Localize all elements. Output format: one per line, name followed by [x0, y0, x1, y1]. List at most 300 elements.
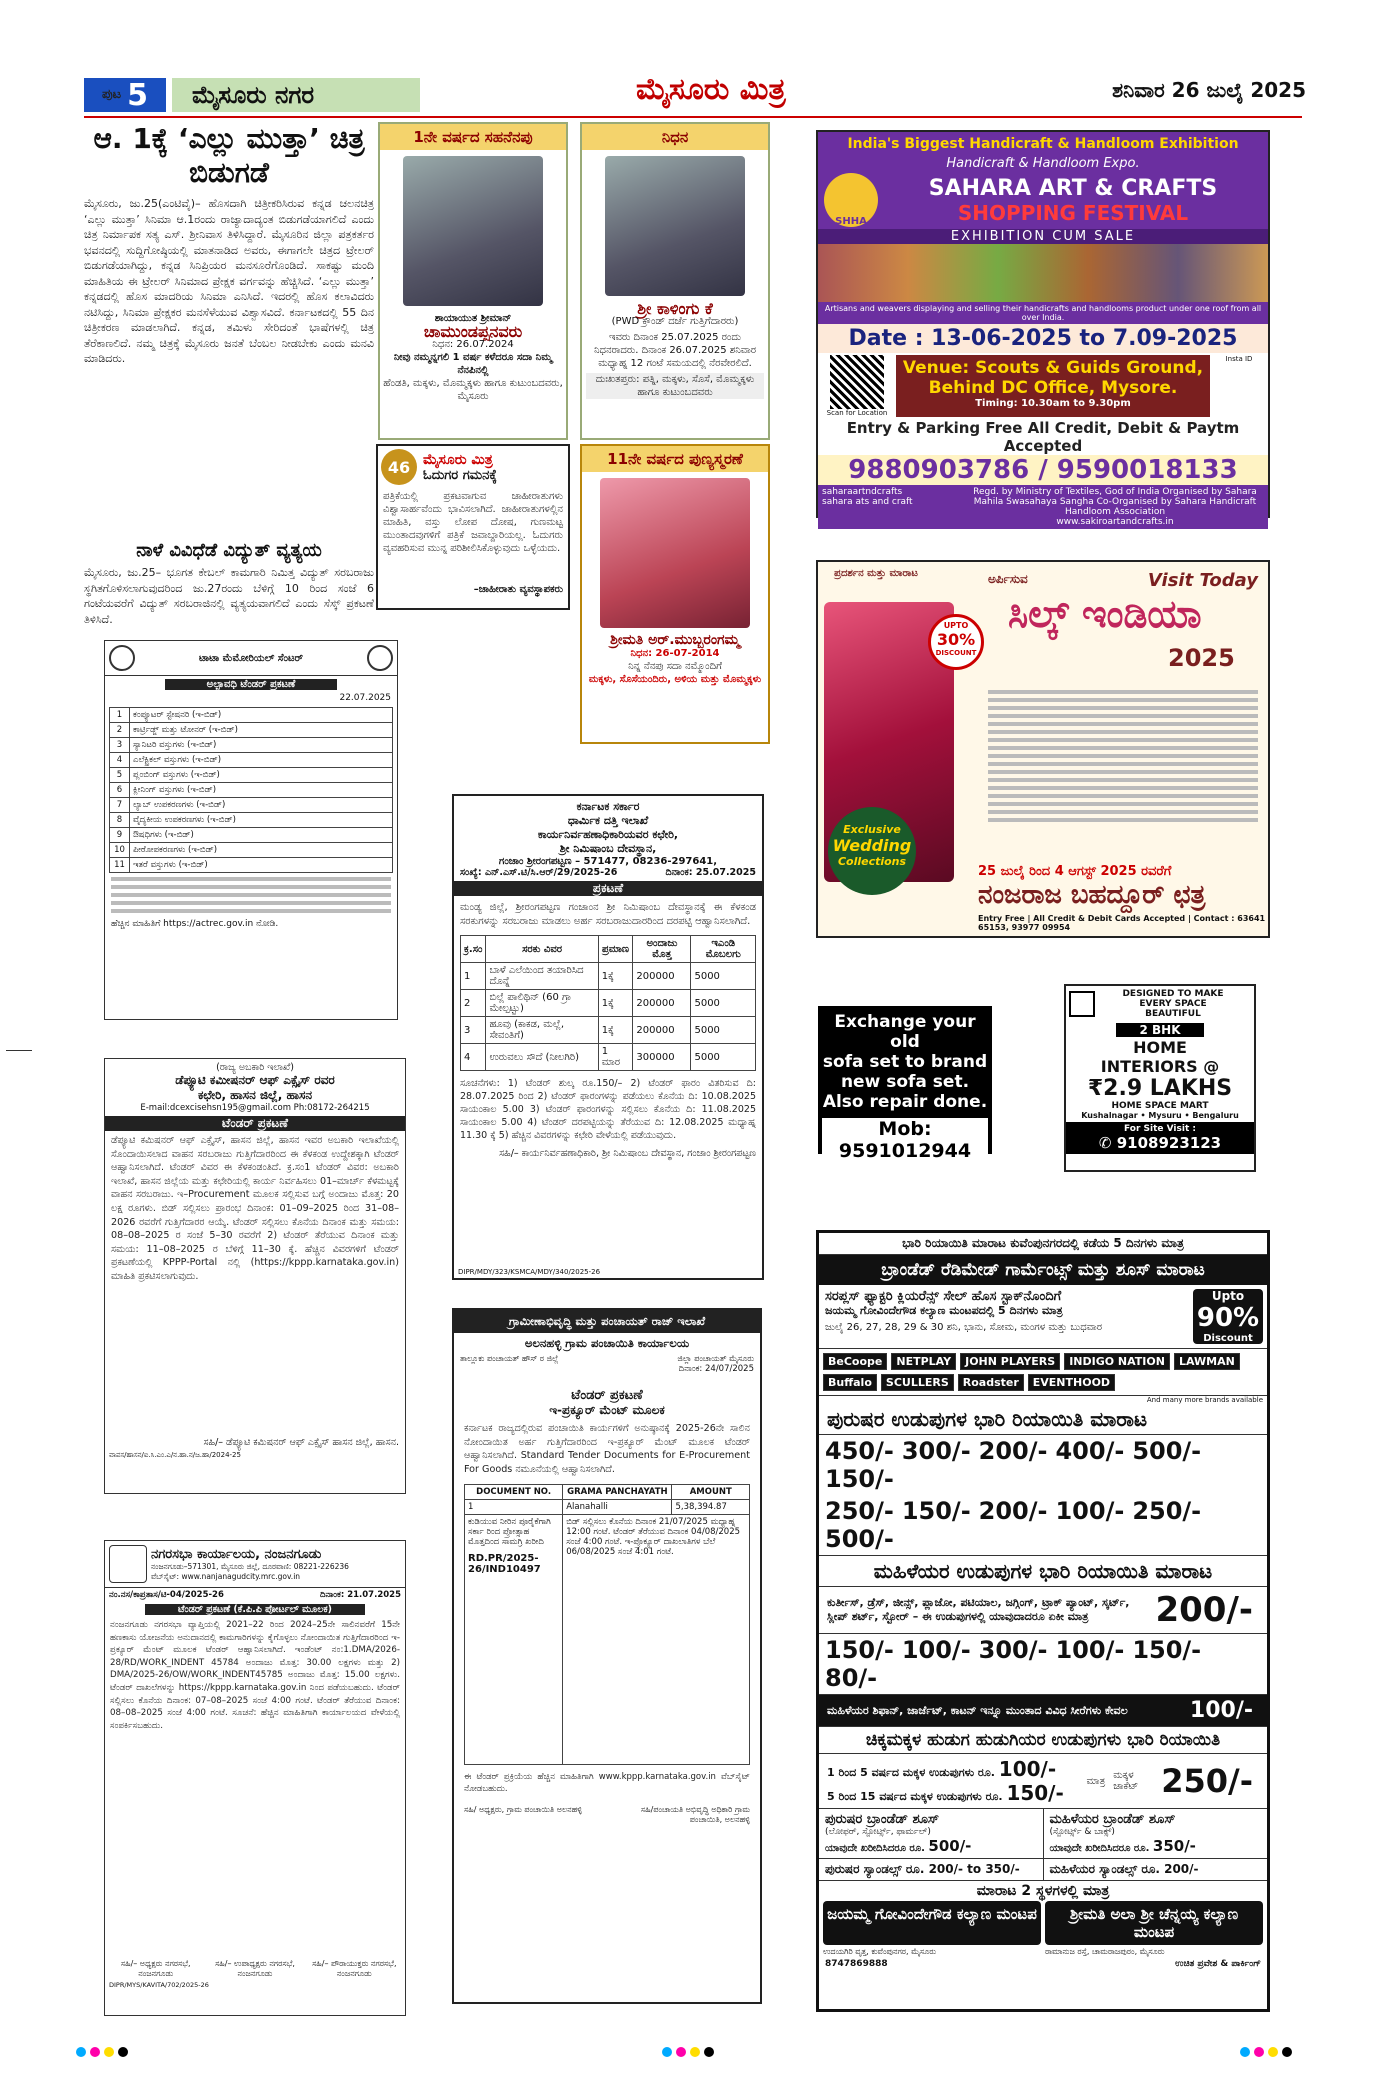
- tender-date: 22.07.2025: [339, 693, 391, 703]
- tender-nanjangud-cmc: [104, 1540, 406, 2016]
- price-tag: 400/-: [1055, 1437, 1125, 1465]
- org-seal-icon: [367, 645, 393, 671]
- story-subhead: ನಾಳೆ ವಿವಿಧೆಡೆ ವಿದ್ಯುತ್ ವ್ಯತ್ಯಯ: [136, 540, 322, 561]
- tender-code: DIPR/MDY/323/KSMCA/MDY/340/2025-26: [458, 1268, 601, 1276]
- table-cell: 5000: [691, 1017, 756, 1044]
- ad-photo-strip: [818, 244, 1268, 302]
- tender-head: ಗ್ರಾಮೀಣಾಭಿವೃದ್ಧಿ ಮತ್ತು ಪಂಚಾಯತ್ ರಾಜ್ ಇಲಾಖೆ: [454, 1310, 760, 1333]
- obituary-first-anniversary: [378, 122, 568, 440]
- scan-label: Scan for Location: [826, 409, 888, 417]
- tender-body: ನಂಜನಗೂಡು ನಗರಸಭಾ ವ್ಯಾಪ್ತಿಯಲ್ಲಿ 2021–22 ರಿಂದ 2024–25ನೇ ಸಾಲಿನವರೆಗೆ 15ನೇ ಹಣಕಾಸು ಯೋಜನೆಯ ಅನುದಾನದಲ್ಲಿ ಕಾಮಗಾರಿಗಳನ್ನು ಕೈಗೊಳ್ಳಲು ನೋಂದಾಯಿತ ಗುತ್ತಿಗೆದಾರರಿಂದ ಇ-ಪ್ರಕ್ಯೂರ್ ಮೆಂಟ್ ಮೂಲಕ ಟೆಂಡರ್ ಆಹ್ವಾನಿಸಲಾಗಿದೆ. ಇಂಡೆಂಟ್ ನಂ:1.DMA/2026-28/RD/WORK_INDENT 45784 ಅಂದಾಜು ಮೊತ್ತ: 30.00 ಲಕ್ಷಗಳು ಮತ್ತು 2) DMA/2025-26/OW/WORK_INDENT45785 ಅಂದಾಜು ಮೊತ್ತ: 15.00 ಲಕ್ಷಗಳು. ಟೆಂಡರ್ ದಾಖಲೆಗಳನ್ನು https://kppp.karnataka.gov.in ನಿಂದ ಪಡೆಯಬಹುದು. ಟೆಂಡರ್ ಸಲ್ಲಿಸಲು ಕೊನೆಯ ದಿನಾಂಕ: 07–08–2025 ಸಂಜೆ 4:00 ಗಂಟೆ. ಟೆಂಡರ್ ತೆರೆಯುವ ದಿನಾಂಕ: 08–08–2025 ಸಂಜೆ 4:00 ಗಂಟೆ. ಸೂಚನೆ: ಹೆಚ್ಚಿನ ಮಾಹಿತಿಗಾಗಿ ಕಾರ್ಯಾಲಯದ ವೇಳೆಯಲ್ಲಿ ಸಂಪರ್ಕಿಸಬಹುದು.: [110, 1620, 400, 1731]
- brand-logo: BeCoope: [823, 1353, 887, 1370]
- discount-percent: 30%: [936, 630, 976, 649]
- sale-women-heading: ಮಹಿಳೆಯರ ಉಡುಪುಗಳ ಭಾರಿ ರಿಯಾಯಿತಿ ಮಾರಾಟ: [819, 1556, 1267, 1587]
- tender-cell: ಕಂಪ್ಯೂಟರ್ ಸ್ಟೇಷನರಿ (ಇ-ಬಿಡ್): [130, 708, 393, 723]
- price-tag: 300/-: [901, 1437, 971, 1465]
- sale-contact: 8747869888: [825, 1959, 888, 1969]
- tender-tag: ಟೆಂಡರ್ ಪ್ರಕಟಣೆ: [571, 1388, 643, 1403]
- sale-top: ಭಾರಿ ರಿಯಾಯಿತಿ ಮಾರಾಟ ಕುವೆಂಪುನಗರದಲ್ಲಿ ಕಡೆಯ 5 ದಿನಗಳು ಮಾತ್ರ: [819, 1233, 1267, 1255]
- sahara-logo: SHHA: [824, 173, 878, 227]
- table-row: [461, 990, 756, 1017]
- tender-sign: ಸಹಿ/– ಉಪಾಧ್ಯಕ್ಷರು ನಗರಸಭೆ, ನಂಜನಗೂಡು: [215, 1959, 295, 1978]
- table-cell: 3: [461, 1017, 486, 1044]
- table-cell: 200000: [633, 1017, 691, 1044]
- silk-title: ಸಿಲ್ಕ್ ಇಂಡಿಯಾ: [1008, 592, 1202, 636]
- tender-alanahalli-gp: [452, 1308, 762, 2004]
- price-tag: 450/-: [825, 1437, 894, 1465]
- org-logo-icon: [109, 645, 135, 671]
- tender-row: [110, 783, 393, 798]
- tender-cell: ಕಾರ್ಟ್ರಿಡ್ಜ್ ಮತ್ತು ಟೋನರ್ (ಇ-ಬಿಡ್): [130, 723, 393, 738]
- fold-mark: [6, 1050, 32, 1051]
- tender-tag: ಟೆಂಡರ್ ಪ್ರಕಟಣೆ (ಕೆ.ಪಿ.ಪಿ ಪೋರ್ಟಲ್ ಮೂಲಕ): [145, 1604, 365, 1615]
- silk-presents: ಅರ್ಪಿಸುವ: [988, 572, 1028, 586]
- sofa-line1: Exchange your old: [834, 1012, 976, 1052]
- price-tag: 200/-: [978, 1497, 1048, 1525]
- table-cell: 1ಕ್ಕೆ: [598, 990, 633, 1017]
- sale-men-heading: ಪುರುಷರ ಉಡುಪುಗಳ ಭಾರಿ ರಿಯಾಯಿತಿ ಮಾರಾಟ: [819, 1404, 1267, 1435]
- ad-entry: Entry & Parking Free All Credit, Debit & Paytm Accepted: [846, 419, 1240, 455]
- ad-dates: Date : 13-06-2025 to 7.09-2025: [818, 324, 1268, 353]
- sale-two-venues: ಮಾರಾಟ 2 ಸ್ಥಳಗಳಲ್ಲಿ ಮಾತ್ರ: [976, 1883, 1110, 1899]
- gp-cell: 1: [465, 1500, 563, 1515]
- sale-disc: Discount: [1203, 1333, 1253, 1344]
- tender-top: (ರಾಜ್ಯ ಅಬಕಾರಿ ಇಲಾಖೆ): [216, 1062, 294, 1073]
- table-cell: 200000: [633, 963, 691, 990]
- table-row: [461, 1044, 756, 1071]
- shoes-men-price: 500/-: [928, 1837, 972, 1855]
- obituary-family: ಮಕ್ಕಳು, ಸೊಸೆಯಂದಿರು, ಅಳಿಯ ಮತ್ತು ಮೊಮ್ಮಕ್ಕಳು: [588, 674, 762, 685]
- sale-line2: ಜಯಮ್ಮ ಗೋವಿಂದೇಗೌಡ ಕಲ್ಯಾಣ ಮಂಟಪದಲ್ಲಿ 5 ದಿನಗಳು ಮಾತ್ರ: [825, 1304, 1063, 1317]
- obituary-title: 1ನೇ ವರ್ಷದ ಸಹನೆನಪು: [380, 124, 566, 150]
- kids2-text: 5 ರಿಂದ 15 ವರ್ಷದ ಮಕ್ಕಳ ಉಡುಪುಗಳು ರೂ.: [827, 1790, 1003, 1803]
- story-headline: ಆ. 1ಕ್ಕೆ ‘ಎಲ್ಲು ಮುತ್ತಾ’ ಚಿತ್ರ ಬಿಡುಗಡೆ: [93, 122, 365, 189]
- brand-logo: Roadster: [958, 1374, 1024, 1391]
- tender-code: DIPR/MYS/KAVITA/702/2025-26: [109, 1981, 209, 1989]
- tender-body: ಮಂಡ್ಯ ಜಿಲ್ಲೆ, ಶ್ರೀರಂಗಪಟ್ಟಣ ಗಂಜಾಂನ ಶ್ರೀ ನಿಮಿಷಾಂಬ ದೇವಸ್ಥಾನಕ್ಕೆ ಈ ಕೆಳಕಂಡ ಸರಕುಗಳನ್ನು ಸರಬರಾಜು ಮಾಡಲು ಅರ್ಹ ಸರಬರಾಜುದಾರರಿಂದ ದರಪಟ್ಟಿ ಆಹ್ವಾನಿಸಲಾಗಿದೆ.: [460, 902, 756, 927]
- emblem-icon: [109, 1545, 147, 1583]
- table-header: GRAMA PANCHAYATH: [563, 1485, 672, 1500]
- tender-date: ದಿನಾಂಕ: 21.07.2025: [320, 1590, 401, 1600]
- tender-date: ದಿನಾಂಕ: 24/07/2025: [678, 1364, 754, 1374]
- brand-logo: INDIGO NATION: [1064, 1353, 1170, 1370]
- sale-more: And many more brands available: [1146, 1396, 1263, 1404]
- tender-sign: ಸಹಿ/– ಪೌರಾಯುಕ್ತರು ನಗರಸಭೆ, ನಂಜನಗೂಡು: [312, 1959, 397, 1978]
- obituary-nidhana: [580, 122, 770, 440]
- tender-goods-table: [460, 935, 756, 1071]
- sofa-line4: Also repair done.: [822, 1092, 988, 1112]
- venue-timing: Timing: 10.30am to 9.30pm: [975, 398, 1131, 409]
- ad-web: www.sakiroartandcrafts.in: [1056, 517, 1174, 527]
- ad-phone: 9880903786 / 9590018133: [818, 455, 1268, 485]
- registration-dots-center: [662, 2042, 718, 2061]
- ad-reg: Regd. by Ministry of Textiles, God of India Organised by Sahara Mahila Swasahaya Sangha Co-Organised by Sahara Handicraft Handloom Association: [973, 487, 1257, 517]
- ad-sofa: [818, 1006, 992, 1162]
- gp-cell: 5,38,394.87: [672, 1500, 750, 1515]
- table-cell: 4: [461, 1044, 486, 1071]
- tender-sign1: ಸಹಿ/ ಅಧ್ಯಕ್ಷರು, ಗ್ರಾಮ ಪಂಚಾಯಿತಿ ಅಲನಹಳ್ಳಿ: [464, 1805, 583, 1814]
- shoes-women-price: 350/-: [1152, 1837, 1196, 1855]
- price-tag: 150/-: [1132, 1636, 1202, 1664]
- price-tag: 200/-: [978, 1437, 1048, 1465]
- story-body: ಮೈಸೂರು, ಜು.25(ಎಂಟಿವೈ)– ಹೊಸದಾಗಿ ಚಿತ್ರೀಕರಿಸಿರುವ ಕನ್ನಡ ಚಲನಚಿತ್ರ ‘ಎಲ್ಲು ಮುತ್ತಾ’ ಸಿನಿಮಾ ಆ.1ರಂದು ರಾಜ್ಯಾದಾದ್ಯಂತ ಬಿಡುಗಡೆಯಾಗಲಿದೆ ಎಂದು ಚಿತ್ರ ನಿರ್ಮಾಪಕ ಸತ್ಯ ಎಸ್. ಶ್ರೀನಿವಾಸ ತಿಳಿಸಿದ್ದಾರೆ. ಮೈಸೂರಿನ ಜಿಲ್ಲಾ ಪತ್ರಕರ್ತರ ಭವನದಲ್ಲಿ ಸುದ್ದಿಗೋಷ್ಠಿಯಲ್ಲಿ ಮಾತನಾಡಿದ ಅವರು, ಈಗಾಗಲೇ ಚಿತ್ರದ ಟ್ರೇಲರ್ ಬಿಡುಗಡೆಯಾಗಿದ್ದು, ಕನ್ನಡ ಸಿನಿಪ್ರಿಯರ ಮನಸೂರೆಗೊಂಡಿದೆ. ಸಾಕಷ್ಟು ಮಂದಿ ಮಾಹಿತಿಯ ಈ ಟ್ರೇಲರ್ ಸಿನಿಮಾದ ಪ್ರೇಕ್ಷಕ ವರ್ಗವನ್ನು ಹೆಚ್ಚಿಸಿದೆ. ‘ಎಲ್ಲು ಮುತ್ತಾ’ ಕನ್ನಡದಲ್ಲಿ ಹೊಸ ಮಾದರಿಯ ಸಿನಿಮಾ ಎನಿಸಿದೆ. ಇದರಲ್ಲಿ ಹೊಸ ಕಲಾವಿದರು ನಟಿಸಿದ್ದು, ಸಿನಿಮಾ ಪ್ರೇಕ್ಷಕರ ಮನಸೆಳೆಯುವ ವಿಶ್ವಾಸವಿದೆ. ಕರ್ನಾಟಕದಲ್ಲಿ 55 ದಿನ ಚಿತ್ರೀಕರಣ ಮಾಡಲಾಗಿದೆ. ಕನ್ನಡ, ತಮಿಳು ಸೇರಿದಂತೆ ಭಾಷೆಗಳಲ್ಲಿ ಚಿತ್ರ ತೆರೆಕಾಣಲಿದೆ. ನಮ್ಮ ಚಿತ್ರಕ್ಕೆ ಮೈಸೂರು ಜನತೆ ಬೆಂಬಲ ನೀಡಬೇಕು ಎಂದು ಮನವಿ ಮಾಡಿದರು.: [84, 197, 374, 365]
- table-cell: 5000: [691, 963, 756, 990]
- int-brand: HOME SPACE MART: [1111, 1101, 1209, 1111]
- obituary-text: ನಿನ್ನ ನೆನಪು ಸದಾ ನಮ್ಮೊಂದಿಗೆ: [628, 661, 722, 672]
- insta-label: Insta ID: [1225, 355, 1253, 363]
- table-cell: 2: [461, 990, 486, 1017]
- tender-tag: ಪ್ರಕಟಣೆ: [454, 881, 762, 896]
- obituary-title: ನಿಧನ: [582, 124, 768, 150]
- page-label: ಪುಟ: [102, 87, 122, 103]
- notice-masthead: ಮೈಸೂರು ಮಿತ್ರ: [423, 451, 493, 468]
- obituary-sub: (PWD ಕ್ರೌಂಡ್ ದರ್ಜೆ ಗುತ್ತಿಗೆದಾರರು): [611, 316, 739, 327]
- brand-logo: LAWMAN: [1174, 1353, 1240, 1370]
- tender-cell: ಸ್ಯಾನಿಟರಿ ವಸ್ತುಗಳು (ಇ-ಬಿಡ್): [130, 738, 393, 753]
- int-visit: For Site Visit :: [1123, 1124, 1196, 1134]
- tender-email: E-mail:dcexcisehsn195@gmail.com Ph:08172-264215: [140, 1103, 370, 1113]
- upto-label: UPTO: [943, 621, 969, 630]
- shoes-women-sub: (ಸ್ಪೋರ್ಟ್ಸ್ & ಬಾಕ್ಸ್): [1049, 1827, 1115, 1837]
- table-cell: 1ಕ್ಕೆ: [598, 1017, 633, 1044]
- ad-note: Artisans and weavers displaying and selling their handicrafts and handlooms product under one roof from all over India.: [818, 302, 1268, 324]
- story-body-2: ಮೈಸೂರು, ಜು.25– ಭೂಗತ ಕೇಬಲ್ ಕಾಮಗಾರಿ ನಿಮಿತ್ತ ವಿದ್ಯುತ್ ಸರಬರಾಜು ಸ್ಥಗಿತಗೊಳಿಸಲಾಗುವುದರಿಂದ ಜು.27ರಂದು ಬೆಳಿಗ್ಗೆ 10 ರಿಂದ ಸಂಜೆ 6 ಗಂಟೆಯವರೆಗೆ ವಿದ್ಯುತ್ ಸರಬರಾಜಿನಲ್ಲಿ ವ್ಯತ್ಯಯವಾಗಲಿದೆ ಎಂದು ಸೆಸ್ಕ್ ಪ್ರಕಟಣೆ ತಿಳಿಸಿದೆ.: [84, 566, 374, 626]
- sale-foot: ಉಚಿತ ಪ್ರವೇಶ & ಪಾರ್ಕಿಂಗ್: [1175, 1959, 1261, 1969]
- price-tag: 500/-: [1132, 1437, 1202, 1465]
- brand-logo: NETPLAY: [891, 1353, 956, 1370]
- table-header: ಅಂದಾಜು ಮೊತ್ತ: [633, 936, 691, 963]
- tender-cell: ಔಷಧಿಗಳು (ಇ-ಬಿಡ್): [130, 828, 393, 843]
- gp-ref: RD.PR/2025-26/IND10497: [468, 1553, 541, 1575]
- tender-sign: ಸಹಿ/– ಅಧ್ಯಕ್ಷರು ನಗರಸಭೆ, ನಂಜನಗೂಡು: [120, 1959, 191, 1978]
- int-interiors: INTERIORS @: [1100, 1057, 1220, 1076]
- anniversary-badge: 46: [381, 449, 417, 485]
- sandal-women: ಮಹಿಳೆಯರ ಸ್ಯಾಂಡಲ್ಸ್ ರೂ. 200/-: [1049, 1862, 1199, 1876]
- tender-cell: 7: [110, 798, 130, 813]
- table-cell: 5000: [691, 990, 756, 1017]
- venue-label: Venue:: [902, 358, 970, 378]
- kids1-text: 1 ರಿಂದ 5 ವರ್ಷದ ಮಕ್ಕಳ ಉಡುಪುಗಳು ರೂ.: [827, 1766, 995, 1779]
- tender-cell: 3: [110, 738, 130, 753]
- sandal-men: ಪುರುಷರ ಸ್ಯಾಂಡಲ್ಸ್ ರೂ. 200/- to 350/-: [819, 1859, 1044, 1880]
- brand-logos: [819, 1349, 1267, 1396]
- tender-sub1: ನಂಜನಗೂಡು–571301, ಮೈಸೂರು ಜಿಲ್ಲೆ, ದೂರವಾಣಿ: 08221-226236: [151, 1561, 349, 1571]
- obituary-name: ಶ್ರೀಮತಿ ಅರ್.ಮುಬ್ಬರಂಗಮ್ಮ: [610, 632, 740, 648]
- page-number-box: [84, 78, 166, 112]
- page-header: [0, 0, 1386, 118]
- tender-cell: 4: [110, 753, 130, 768]
- obituary-title: 11ನೇ ವರ್ಷದ ಪುಣ್ಯಸ್ಮರಣೆ: [582, 446, 768, 472]
- venue-text: Scouts & Guids Ground, Behind DC Office, Mysore.: [928, 358, 1204, 398]
- gp-cell: Alanahalli: [563, 1500, 672, 1515]
- tender-row: [110, 768, 393, 783]
- price-tag: 250/-: [1132, 1497, 1202, 1525]
- obituary-photo: [605, 156, 745, 296]
- social-insta: saharaartndcrafts: [822, 487, 903, 497]
- tender-cell: ಪೀಠೋಪಕರಣಗಳು (ಇ-ಬಿಡ್): [130, 843, 393, 858]
- tender-sign: ಸಹಿ/– ಡೆಪ್ಯೂಟಿ ಕಮಿಷನರ್ ಆಫ್ ಎಕ್ಸೈಸ್ ಹಾಸನ ಜಿಲ್ಲೆ, ಹಾಸನ.: [203, 1437, 399, 1448]
- ad-strip: EXHIBITION CUM SALE: [818, 229, 1268, 244]
- price-tag: 80/-: [825, 1664, 878, 1692]
- int-bhk: 2 BHK: [1116, 1023, 1204, 1037]
- tender-org: ಧಾರ್ಮಿಕ ದತ್ತಿ ಇಲಾಖೆ: [567, 814, 649, 827]
- price-tag: 100/-: [1055, 1497, 1125, 1525]
- ad-home-interiors: [1064, 984, 1256, 1172]
- tender-cell: 5: [110, 768, 130, 783]
- registration-dots-right: [1240, 2042, 1296, 2061]
- ad-silk-india: [816, 560, 1270, 938]
- notice-body: ಪತ್ರಿಕೆಯಲ್ಲಿ ಪ್ರಕಟವಾಗುವ ಜಾಹೀರಾತುಗಳು ವಿಶ್ವಾಸಾರ್ಹವೆಂದು ಭಾವಿಸಲಾಗಿದೆ. ಜಾಹೀರಾತುಗಳಲ್ಲಿನ ಮಾಹಿತಿ, ವಸ್ತು ಲೋಪ ದೋಷ, ಗುಣಮಟ್ಟ ಮುಂತಾದವುಗಳಿಗೆ ಪತ್ರಿಕೆ ಜವಾಬ್ದಾರಿಯಲ್ಲ. ಓದುಗರು ವ್ಯವಹರಿಸುವ ಮುನ್ನ ಪರಿಶೀಲಿಸಿಕೊಳ್ಳುವುದು ಒಳ್ಳೆಯದು.: [383, 491, 563, 554]
- ad-branded-sale: [816, 1230, 1270, 2012]
- silk-visit: Visit Today: [1147, 570, 1258, 591]
- tender-notes: ಸೂಚನೆಗಳು: 1) ಟೆಂಡರ್ ಶುಲ್ಕ ರೂ.150/– 2) ಟೆಂಡರ್ ಫಾರಂ ವಿತರಿಸುವ ದಿ: 28.07.2025 ರಿಂದ 2) ಟೆಂಡರ್ ಫಾರಂಗಳನ್ನು ಪಡೆಯಲು ಕೊನೆಯ ದಿ: 10.08.2025 ಸಾಯಂಕಾಲ 5.00 3) ಟೆಂಡರ್ ಫಾರಂಗಳನ್ನು ಸಲ್ಲಿಸಲು ಕೊನೆಯ ದಿ: 11.08.2025 ಸಾಯಂಕಾಲ 5.00 4) ಟೆಂಡರ್ ದರಪಟ್ಟಿಯನ್ನು ತೆರೆಯುವ ದಿ: 12.08.2025 ಮಧ್ಯಾಹ್ನ 11.30 ಕ್ಕೆ 5) ಹೆಚ್ಚಿನ ವಿವರಗಳನ್ನು ಕಛೇರಿ ವೇಳೆಯಲ್ಲಿ ಪಡೆಯುವುದು.: [460, 1078, 756, 1141]
- tender-cell: 9: [110, 828, 130, 843]
- tender-cell: 6: [110, 783, 130, 798]
- tender-cell: ಇತರೆ ವಸ್ತುಗಳು (ಇ-ಬಿಡ್): [130, 858, 393, 873]
- tender-row: [110, 753, 393, 768]
- tender-tag: ಟೆಂಡರ್ ಪ್ರಕಟಣೆ: [105, 1116, 405, 1131]
- silk-body-lines: [988, 686, 1258, 826]
- tender-row: [110, 723, 393, 738]
- ad-sahara-exhibition: [816, 130, 1270, 527]
- saree-text: ಮಹಿಳೆಯರ ಶಿಫಾನ್, ಜಾರ್ಜೆಟ್, ಕಾಟನ್ ಇನ್ನೂ ಮುಂತಾದ ವಿವಿಧ ಸೀರೆಗಳು ಕೇವಲ: [827, 1703, 1128, 1717]
- tender-place: ಗಂಜಾಂ ಶ್ರೀರಂಗಪಟ್ಟಣ – 571477, 08236-297641,: [498, 856, 718, 867]
- house-icon: [1069, 991, 1095, 1017]
- page-number: 5: [127, 77, 148, 113]
- sale-kids-heading: ಚಿಕ್ಕಮಕ್ಕಳ ಹುಡುಗ ಹುಡುಗಿಯರ ಉಡುಪುಗಳು ಭಾರಿ ರಿಯಾಯಿತಿ: [819, 1727, 1267, 1754]
- tender-sign2: ಸಹಿ/ಪಂಚಾಯತಿ ಅಭಿವೃದ್ಧಿ ಅಧಿಕಾರಿ ಗ್ರಾಮ ಪಂಚಾಯಿತಿ, ಅಲನಹಳ್ಳಿ: [640, 1805, 750, 1824]
- tender-cell: 11: [110, 858, 130, 873]
- sale-upto: Upto: [1211, 1289, 1245, 1303]
- venue1: ಜಯಮ್ಮ ಗೋವಿಂದೇಗೌಡ ಕಲ್ಯಾಣ ಮಂಟಪ: [823, 1901, 1041, 1945]
- discount-label: DISCOUNT: [935, 649, 977, 657]
- readers-notice: [376, 444, 570, 610]
- gp-schedule: ಬಿಡ್ ಸಲ್ಲಿಸಲು ಕೊನೆಯ ದಿನಾಂಕ 21/07/2025 ಮಧ್ಯಾಹ್ನ 12:00 ಗಂಟೆ. ಟೆಂಡರ್ ತೆರೆಯುವ ದಿನಾಂಕ 04/08/2025 ಸಂಜೆ 4:00 ಗಂಟೆ. ಇ-ಪ್ರೊಕ್ಯೂರ್ ದಾಖಲಾತಿಗಳ ಬೆಲೆ 06/08/2025 ಸಂಜೆ 4:01 ಗಂಟೆ.: [566, 1517, 741, 1557]
- table-header: DOCUMENT NO.: [465, 1485, 563, 1500]
- table-header: ಸರಕು ವಿವರ: [486, 936, 598, 963]
- only-label: ಮಾತ್ರ: [1086, 1775, 1106, 1787]
- silk-year: 2025: [1168, 644, 1235, 672]
- brand-logo: Buffalo: [823, 1374, 877, 1391]
- venue2: ಶ್ರೀಮತಿ ಅಲಾ ಶ್ರೀ ಚೆನ್ನಯ್ಯ ಕಲ್ಯಾಣ ಮಂಟಪ: [1045, 1901, 1263, 1945]
- tender-title: ಡೆಪ್ಯೂಟಿ ಕಮೀಷನರ್ ಆಫ್ ಎಕ್ಸೈಸ್ ರವರ: [175, 1073, 335, 1087]
- tender-items-table: [109, 707, 393, 873]
- table-header: ಕ್ರ.ಸಂ: [461, 936, 486, 963]
- shoes-women-text: ಯಾವುದೇ ಖರೀದಿಸಿದರೂ ರೂ.: [1049, 1843, 1150, 1854]
- price-tag: 100/-: [901, 1636, 971, 1664]
- tender-title: ನಗರಸಭಾ ಕಾರ್ಯಾಲಯ, ನಂಜನಗೂಡು: [151, 1546, 322, 1562]
- ad-line2: Handicraft & Handloom Expo.: [818, 156, 1268, 171]
- tender-row: [110, 813, 393, 828]
- int-top2: EVERY SPACE: [1139, 999, 1207, 1009]
- tender-cell: 2: [110, 723, 130, 738]
- tender-nimishamba-temple: [452, 794, 764, 1280]
- obituary-name: ಶ್ರೀ ಕಾಳಿಂಗು ಕೆ: [637, 299, 713, 318]
- table-header: AMOUNT: [672, 1485, 750, 1500]
- obituary-name: ಚಾಮುಂಡಪ್ಪನವರು: [423, 322, 523, 341]
- tender-tag2: ಇ-ಪ್ರಕ್ಯೂರ್ ಮೆಂಟ್ ಮೂಲಕ: [549, 1403, 665, 1417]
- tender-row: [110, 843, 393, 858]
- tender-cell: 10: [110, 843, 130, 858]
- price-tag: 150/-: [901, 1497, 971, 1525]
- notice-subtitle: ಓದುಗರ ಗಮನಕ್ಕೆ: [423, 467, 497, 483]
- sale-title: ಬ್ರಾಂಡೆಡ್ ರೆಡಿಮೇಡ್ ಗಾರ್ಮೆಂಟ್ಸ್ ಮತ್ತು ಶೂಸ್ ಮಾರಾಟ: [819, 1255, 1267, 1285]
- notice-sign: –ಜಾಹೀರಾತು ವ್ಯವಸ್ಥಾಪಕರು: [473, 584, 563, 595]
- women-big-price: 200/-: [1155, 1590, 1253, 1630]
- tender-row: [110, 708, 393, 723]
- obituary-pre: ಶಾಯಾಯುತ ಶ್ರೀಮಾನ್: [434, 313, 512, 324]
- brand-logo: JOHN PLAYERS: [960, 1353, 1060, 1370]
- sofa-line2: sofa set to brand: [822, 1052, 988, 1072]
- jacket-label: ಮಕ್ಕಳ ಜಾಕೆಟ್: [1113, 1770, 1139, 1792]
- shoes-men: ಪುರುಷರ ಬ್ರಾಂಡೆಡ್ ಶೂಸ್: [825, 1812, 939, 1827]
- tender-ref: ನಂ.ನಸ/ಕಾಪ್ರತಾಸ/ಟಿ-04/2025-26: [109, 1590, 224, 1600]
- table-cell: 1: [461, 963, 486, 990]
- tender-l1: ತಾಲ್ಲೂಕು ಪಂಚಾಯತ್ ಹೌಸ್ ರ ಜಿಲ್ಲೆ: [460, 1354, 559, 1363]
- tender-footer: ಹೆಚ್ಚಿನ ಮಾಹಿತಿಗೆ https://actrec.gov.in ನೋಡಿ.: [111, 919, 279, 929]
- int-phone: ✆ 9108923123: [1098, 1134, 1222, 1152]
- price-tag: 150/-: [825, 1465, 894, 1493]
- tender-gp-table: [464, 1484, 750, 1765]
- table-cell: ಉರುವಲು ಸೌದೆ (ನೀಲಗಿರಿ): [486, 1044, 598, 1071]
- tender-temple: ಶ್ರೀ ನಿಮಿಷಾಂಬ ದೇವಸ್ಥಾನ,: [559, 842, 657, 855]
- women-text: ಕುರ್ತೀಸ್, ಡ್ರೆಸ್, ಜೀನ್ಸ್, ಪ್ಲಾಜೋ, ಪಟಿಯಾಲ, ಜಗ್ಗಿಂಗ್, ಟ್ರಾಕ್ ಪ್ಯಾಂಟ್, ಸ್ಕರ್ಟ್, ಸ್ಲೀಪ್ ಶರ್ಟ್, ಸ್ಟೋರ್ – ಈ ಉಡುಪುಗಳಲ್ಲಿ ಯಾವುದಾದರೂ ಏಕೀ ಮಾತ್ರ: [827, 1596, 1130, 1623]
- shoes-men-text: ಯಾವುದೇ ಖರೀದಿಸಿದರೂ ರೂ.: [825, 1843, 925, 1854]
- tender-body-lines: [105, 877, 397, 913]
- sale-pct: 90%: [1196, 1303, 1260, 1333]
- sofa-phone: Mob: 9591012944: [822, 1118, 988, 1162]
- section-title: ಮೈಸೂರು ನಗರ: [172, 78, 420, 112]
- sofa-line3: new sofa set.: [840, 1072, 970, 1092]
- obituary-date: ನಿಧನ: 26-07-2014: [630, 648, 720, 659]
- tender-office: ಕಾರ್ಯನಿರ್ವಹಣಾಧಿಕಾರಿಯವರ ಕಛೇರಿ,: [537, 828, 679, 841]
- registration-dots-left: [76, 2042, 132, 2061]
- table-cell: ಹೂವು (ಕಾಕಡ, ಮಲ್ಲೆ, ಸೇವಂತಿಗೆ): [486, 1017, 598, 1044]
- table-cell: 1 ಮಾರ: [598, 1044, 633, 1071]
- badge-line2: Wedding: [832, 836, 912, 855]
- int-top1: DESIGNED TO MAKE: [1122, 989, 1224, 999]
- tender-body: ಡೆಪ್ಯೂಟಿ ಕಮಿಷನರ್ ಆಫ್ ಎಕ್ಸೈಸ್, ಹಾಸನ ಜಿಲ್ಲೆ, ಹಾಸನ ಇವರ ಅಬಕಾರಿ ಇಲಾಖೆಯಲ್ಲಿ ಸೊಂದಾಯಿಸಲಾದ ವಾಹನ ಸರಬರಾಜು ಗುತ್ತಿಗೆದಾರರಿಂದ ಈ ಕೆಳಕಂಡ ಉದ್ದೇಶಕ್ಕಾಗಿ ಟೆಂಡರ್ ಆಹ್ವಾನಿಸಲಾಗಿದೆ. ಟೆಂಡರ್ ವಿವರ ಈ ಕೆಳಕಂಡಂತಿದೆ. ಕ್ರ.ಸಂ1 ಟೆಂಡರ್ ವಿವರ: ಅಬಕಾರಿ ಇಲಾಖೆ, ಹಾಸನ ಜಿಲ್ಲೆಯ ಮತ್ತು ಕಛೇರಿಯಲ್ಲಿ ಕಾರ್ಯ ನಿರ್ವಹಿಸಲು 01–ಮಾರ್ಚ್ ಕೆಳಮಟ್ಟಕ್ಕೆ ವಾಹನ ಸರಬರಾಜು. ಇ–Procurement ಮೂಲಕ ಸಲ್ಲಿಸುವ ಬಗ್ಗೆ ಅಂದಾಜು ಮೊತ್ತ: 20 ಲಕ್ಷ ರೂಗಳು. ಬಿಡ್ ಸಲ್ಲಿಸಲು ಪ್ರಾರಂಭ ದಿನಾಂಕ: 01–09–2025 ರಿಂದ 31–08–2026 ರವರೆಗೆ ಗುತ್ತಿಗೆದಾರರ ಆಯ್ಕೆ. ಟೆಂಡರ್ ಸಲ್ಲಿಸಲು ಕೊನೆಯ ದಿನಾಂಕ ಮತ್ತು ಸಮಯ: 08–08–2025 ರ ಸಂಜೆ 5–30 ರವರೆಗೆ 2) ಟೆಂಡರ್ ತೆರೆಯುವ ದಿನಾಂಕ ಮತ್ತು ಸಮಯ: 11–08–2025 ರ ಬೆಳಿಗ್ಗೆ 11–30 ಕ್ಕೆ. ಹೆಚ್ಚಿನ ವಿವರಗಳಿಗೆ ಟೆಂಡರ್ ಪ್ರಕಟಣೆಯಲ್ಲಿ KPPP-Portal ನಲ್ಲಿ (https://kppp.karnataka.gov.in) ಮಾಹಿತಿ ಪ್ರಕಟಿಸಲಾಗುವುದು.: [111, 1135, 399, 1282]
- tender-row: [110, 738, 393, 753]
- table-row: [461, 1017, 756, 1044]
- silk-footer: Entry Free | All Credit & Debit Cards Accepted | Contact : 63641 65153, 93977 09954: [978, 914, 1266, 932]
- sale-line3: ಜುಲೈ 26, 27, 28, 29 & 30 ಶನಿ, ಭಾನು, ಸೋಮ, ಮಂಗಳ ಮತ್ತು ಬುಧವಾರ: [825, 1322, 1102, 1333]
- tender-excise-hassan: [104, 1058, 406, 1494]
- issue-date: ಶನಿವಾರ 26 ಜುಲೈ 2025: [1112, 78, 1306, 102]
- masthead: ಮೈಸೂರು ಮಿತ್ರ: [636, 72, 786, 107]
- price-tag: 500/-: [825, 1525, 894, 1553]
- tender-code: ವಾಪಸ/ಹಾಸನ/ಐ.ಸಿ.ಎಂ.ಎ/ನ.ಹಾ.ನ/ಜ.ಹಾ/2024-25: [109, 1451, 241, 1459]
- int-home: HOME: [1133, 1038, 1187, 1057]
- int-price: ₹2.9 LAKHS: [1087, 1076, 1233, 1101]
- obituary-photo: [600, 478, 750, 628]
- tender-sub: ಕಛೇರಿ, ಹಾಸನ ಜಿಲ್ಲೆ, ಹಾಸನ: [197, 1088, 313, 1102]
- saree-price: 100/-: [1189, 1698, 1253, 1723]
- tender-l2: ಜಿಲ್ಲಾ ಪಂಚಾಯತ್ ಮೈಸೂರು: [677, 1354, 754, 1363]
- gp-work-desc: ಕುಡಿಯುವ ನೀರಿನ ಪೂರೈಕೆಗಾಗಿ ಸರ್ಕಾ ರಿಂದ ಪ್ರೋತ್ಸಾಹ ಮೊತ್ತದಿಂದ ಸಾಮಗ್ರಿ ಖರೀದಿ: [468, 1517, 551, 1547]
- tender-cell: ವೈದ್ಯಕೀಯ ಉಪಕರಣಗಳು (ಇ-ಬಿಡ್): [130, 813, 393, 828]
- table-header: ಇಎಂಡಿ ಮೊಬಲಗು: [691, 936, 756, 963]
- men-prices-row1: [819, 1435, 1267, 1495]
- shoes-women: ಮಹಿಳೆಯರ ಬ್ರಾಂಡೆಡ್ ಶೂಸ್: [1049, 1812, 1176, 1827]
- silk-dates: 25 ಜುಲೈ ರಿಂದ 4 ಆಗಸ್ಟ್ 2025 ರವರೆಗೆ: [978, 864, 1172, 879]
- tender-sign: ಸಹಿ/– ಕಾರ್ಯನಿರ್ವಹಣಾಧಿಕಾರಿ, ಶ್ರೀ ನಿಮಿಷಾಂಬ ದೇವಸ್ಥಾನ, ಗಂಜಾಂ ಶ್ರೀರಂಗಪಟ್ಟಣ: [499, 1148, 756, 1159]
- qr-code-icon: [830, 355, 884, 409]
- obituary-date: ನಿಧನ: 26.07.2024: [432, 339, 514, 350]
- brand-logo: EVENTHOOD: [1028, 1374, 1115, 1391]
- obituary-text: ನೀವು ನಮ್ಮನ್ನಗಲಿ 1 ವರ್ಷ ಕಳೆದರೂ ಸದಾ ನಿಮ್ಮ ನೆನಪಿನಲ್ಲಿ: [393, 352, 553, 376]
- table-cell: 1ಕ್ಕೆ: [598, 963, 633, 990]
- men-prices-row2: [819, 1495, 1267, 1556]
- obituary-family: ದುಃಖತಪ್ತರು: ಪತ್ನಿ, ಮಕ್ಕಳು, ಸೊಸೆ, ಮೊಮ್ಮಕ್ಕಳು ಹಾಗೂ ಕುಟುಂಬದವರು: [586, 373, 764, 399]
- tender-cell: ಕ್ಲೀನಿಂಗ್ ವಸ್ತುಗಳು (ಇ-ಬಿಡ್): [130, 783, 393, 798]
- tender-body: ಕರ್ನಾಟಕ ರಾಜ್ಯದಲ್ಲಿರುವ ಪಂಚಾಯಿತಿ ಕಾರ್ಯಗಳಿಗೆ ಅನುಷ್ಠಾನಕ್ಕೆ 2025-26ನೇ ಸಾಲಿನ ನೋಂದಾಯಿತ ಅರ್ಹ ಗುತ್ತಿಗೆದಾರರಿಂದ ಇ-ಪ್ರಕ್ಯೂರ್ ಮೆಂಟ್ ಮೂಲಕ ಟೆಂಡರ್ ಆಹ್ವಾನಿಸಲಾಗಿದೆ. Standard Tender Documents for E-Procurement For Goods ನಮೂನೆಯಲ್ಲಿ ಆಹ್ವಾನಿಸಲಾಗಿದೆ.: [464, 1423, 750, 1475]
- jacket-price: 250/-: [1161, 1762, 1253, 1800]
- tender-org: ಟಾಟಾ ಮೆಮೋರಿಯಲ್ ಸೆಂಟರ್: [198, 652, 304, 664]
- tender-foot: ಈ ಟೆಂಡರ್ ಪ್ರಕ್ರಿಯೆಯ ಹೆಚ್ಚಿನ ಮಾಹಿತಿಗಾಗಿ www.kppp.karnataka.gov.in ವೆಬ್‌ಸೈಟ್ ನೋಡಬಹುದು.: [464, 1772, 750, 1794]
- ad-top-line: India's Biggest Handicraft & Handloom Exhibition: [818, 132, 1268, 156]
- brand-logo: SCULLERS: [881, 1374, 954, 1391]
- price-tag: 300/-: [978, 1636, 1048, 1664]
- tender-cell: ಲ್ಯಾಬ್ ಉಪಕರಣಗಳು (ಇ-ಬಿಡ್): [130, 798, 393, 813]
- table-cell: ಬಿಲ್ಲೆ ಪಾಲಿಥಿನ್ (60 ಗ್ರಾ ಮೇಲ್ಪಟ್ಟು): [486, 990, 598, 1017]
- price-tag: 150/-: [825, 1636, 894, 1664]
- badge-line3: Collections: [837, 855, 907, 868]
- tender-row: [110, 858, 393, 873]
- price-tag: 250/-: [825, 1497, 894, 1525]
- story-film-release: [84, 122, 374, 626]
- ad-name2: SHOPPING FESTIVAL: [957, 200, 1189, 225]
- table-cell: ಬಾಳೆ ಎಲೆಯಿಂದ ತಯಾರಿಸಿದ ದೊನ್ನೆ: [486, 963, 598, 990]
- int-cities: Kushalnagar • Mysuru • Bengaluru: [1081, 1111, 1239, 1120]
- kids2-price: 150/-: [1006, 1781, 1064, 1805]
- silk-venue: ನಂಜರಾಜ ಬಹದ್ದೂರ್ ಛತ್ರ: [978, 880, 1206, 910]
- obituary-family: ಹೆಂಡತಿ, ಮಕ್ಕಳು, ಮೊಮ್ಮಕ್ಕಳು ಹಾಗೂ ಕುಟುಂಬದವರು, ಮೈಸೂರು: [383, 378, 563, 402]
- venue1-addr: ಉದಯಗಿರಿ ವೃತ್ತ, ಕುವೆಂಪುನಗರ, ಮೈಸೂರು: [823, 1947, 937, 1956]
- table-cell: 300000: [633, 1044, 691, 1071]
- kids1-price: 100/-: [998, 1757, 1057, 1781]
- obituary-11th-anniversary: [580, 444, 770, 744]
- header-rule: [84, 116, 1302, 118]
- venue2-addr: ರಾಮಾನುಜ ರಸ್ತೆ, ಚಾಮರಾಜಪುರಂ, ಮೈಸೂರು: [1045, 1947, 1165, 1956]
- tender-date: ದಿನಾಂಕ: 25.07.2025: [665, 867, 756, 878]
- tender-cell: 8: [110, 813, 130, 828]
- obituary-text: ಇವರು ದಿನಾಂಕ 25.07.2025 ರಂದು ನಿಧನರಾದರು. ದಿನಾಂಕ 26.07.2025 ಶನಿವಾರ ಮಧ್ಯಾಹ್ನ 12 ಗಂಟೆ ಸಮಯದಲ್ಲಿ ನೆರವೇರಲಿದೆ.: [593, 332, 757, 369]
- table-cell: 200000: [633, 990, 691, 1017]
- women-prices: [819, 1634, 1267, 1695]
- silk-top: ಪ್ರದರ್ಶನ ಮತ್ತು ಮಾರಾಟ: [834, 568, 918, 579]
- tender-sub: ಅಲನಹಳ್ಳಿ ಗ್ರಾಮ ಪಂಚಾಯಿತಿ ಕಾರ್ಯಾಲಯ: [524, 1336, 690, 1350]
- tender-title: ಅಲ್ಪಾವಧಿ ಟೆಂಡರ್ ಪ್ರಕಟಣೆ: [165, 679, 337, 690]
- table-row: [461, 963, 756, 990]
- table-header: ಪ್ರಮಾಣ: [598, 936, 633, 963]
- tender-sub2: ವೆಬ್‌ಸೈಟ್: www.nanjanagudcity.mrc.gov.in: [151, 1571, 301, 1581]
- social-fb: sahara ats and craft: [822, 497, 913, 507]
- tender-row: [110, 828, 393, 843]
- sale-line1: ಸರಪ್ಲಸ್ ಫ್ಯಾಕ್ಟರಿ ಕ್ಲಿಯರೆನ್ಸ್ ಸೇಲ್ ಹೊಸ ಸ್ಟಾಕ್‌ನೊಂದಿಗೆ: [825, 1289, 1062, 1304]
- shoes-men-sub: (ಲೋಫರ್, ಸ್ಪೋರ್ಟ್ಸ್, ಫಾರ್ಮಲ್): [825, 1827, 931, 1837]
- tender-cell: ಎಲೆಕ್ಟ್ರಿಕಲ್ ವಸ್ತುಗಳು (ಇ-ಬಿಡ್): [130, 753, 393, 768]
- tender-tata-memorial: [104, 640, 398, 1020]
- tender-ref: ಸಂಖ್ಯೆ: ಎನ್.ಎಸ್.ಟಿ/ಸಿ.ಆರ್/29/2025-26: [460, 867, 618, 878]
- badge-line1: Exclusive: [843, 823, 901, 836]
- table-cell: 5000: [691, 1044, 756, 1071]
- tender-gov: ಕರ್ನಾಟಕ ಸರ್ಕಾರ: [576, 800, 640, 813]
- tender-cell: ಪ್ಲಂಬಿಂಗ್ ವಸ್ತುಗಳು (ಇ-ಬಿಡ್): [130, 768, 393, 783]
- ad-name1: SAHARA ART & CRAFTS: [928, 175, 1218, 201]
- tender-cell: 1: [110, 708, 130, 723]
- price-tag: 100/-: [1055, 1636, 1125, 1664]
